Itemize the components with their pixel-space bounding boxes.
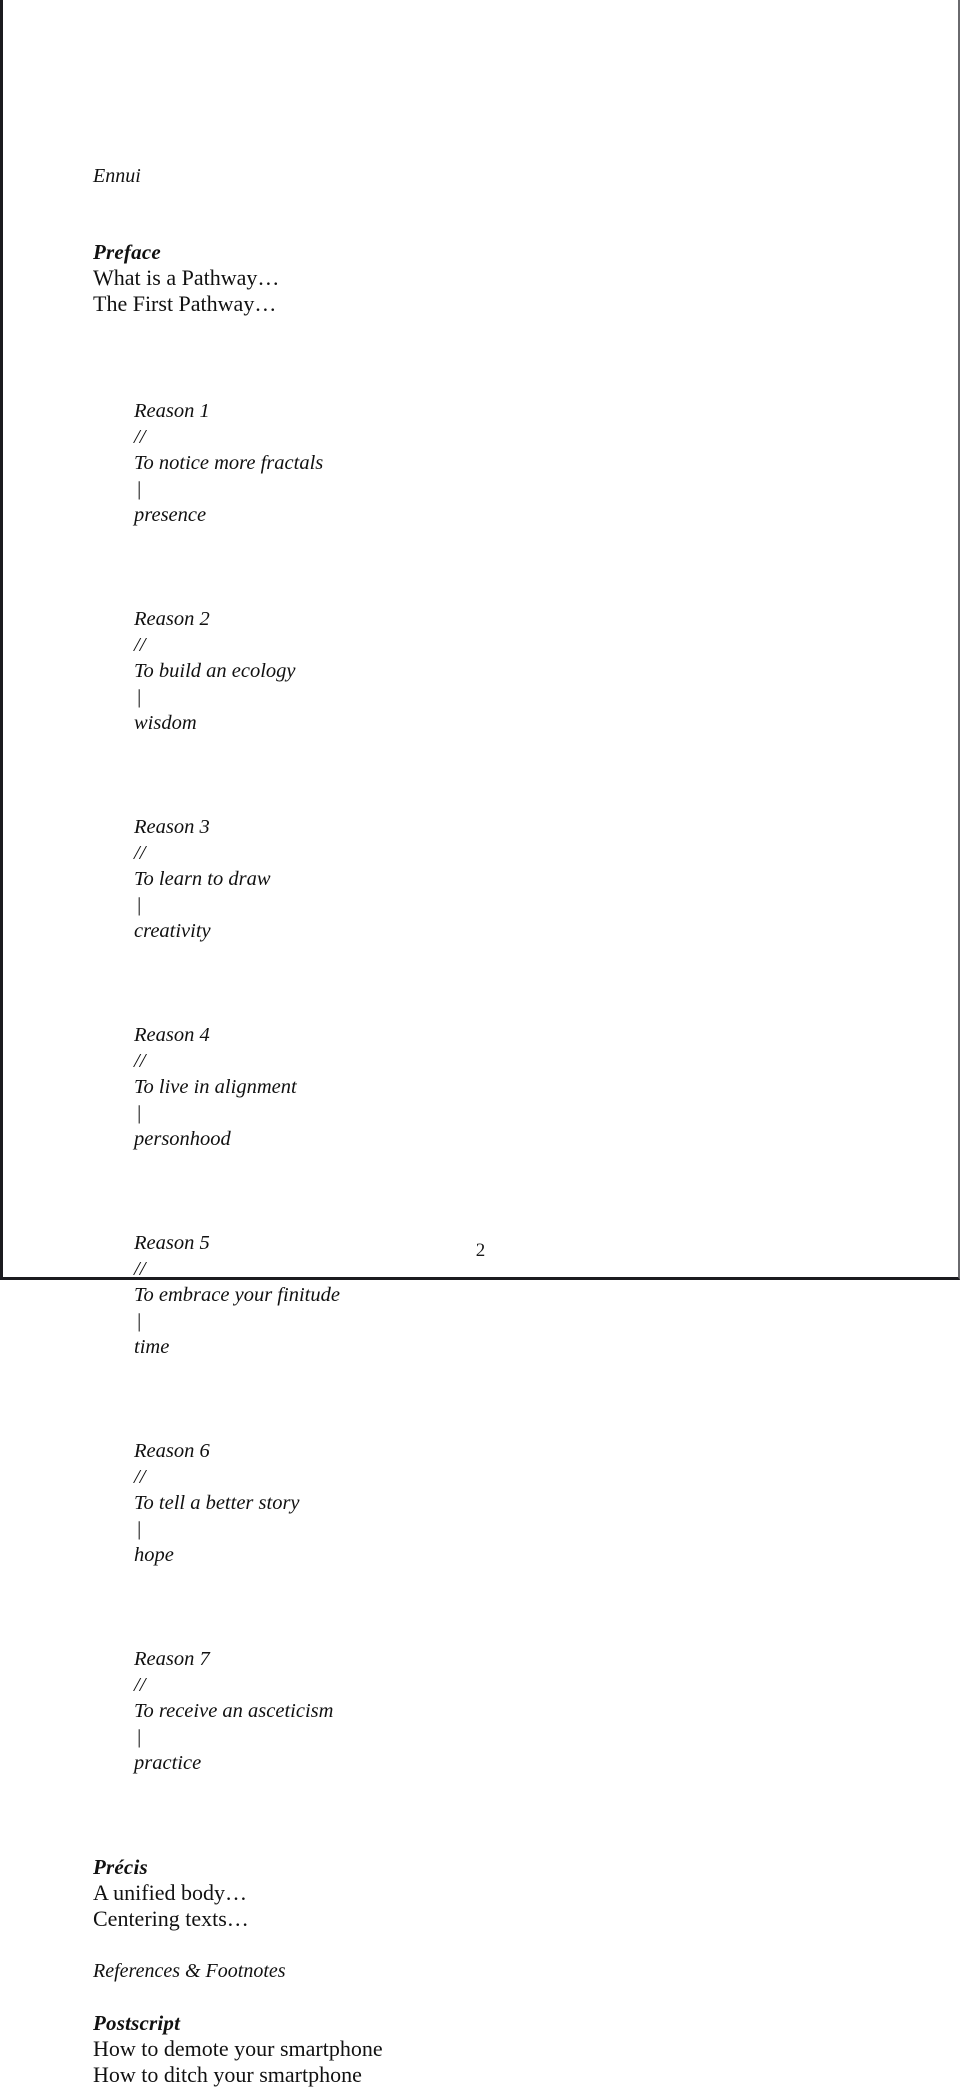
reason-separator-icon: // <box>134 426 146 448</box>
reason-title: To embrace your finitude <box>134 1284 340 1306</box>
reason-label: Reason 3 <box>134 816 210 838</box>
toc-entry-what-is-a-pathway: What is a Pathway… <box>93 265 280 290</box>
reason-separator-icon: // <box>134 842 146 864</box>
reason-row <box>93 788 898 970</box>
reason-divider-icon: | <box>136 1726 142 1748</box>
reason-divider-icon: | <box>136 1102 142 1124</box>
reason-keyword: personhood <box>134 1128 231 1150</box>
reason-separator-icon: // <box>134 1674 146 1696</box>
reason-label: Reason 1 <box>134 400 210 422</box>
reason-label: Reason 2 <box>134 608 210 630</box>
reason-keyword: time <box>134 1336 170 1358</box>
reason-keyword: creativity <box>134 920 211 942</box>
reason-keyword: wisdom <box>134 712 197 734</box>
reason-row <box>93 1412 898 1594</box>
reason-title: To notice more fractals <box>134 452 324 474</box>
reason-separator-icon: // <box>134 634 146 656</box>
reason-keyword: presence <box>134 504 207 526</box>
reason-label: Reason 6 <box>134 1440 210 1462</box>
toc-entry-references-and-footnotes: References & Footnotes <box>93 1960 286 1982</box>
page-number: 2 <box>475 1240 486 1261</box>
reason-separator-icon: // <box>134 1050 146 1072</box>
toc-entry-centering-texts: Centering texts… <box>93 1906 249 1931</box>
toc-entry-ennui: Ennui <box>93 165 141 187</box>
reason-title: To receive an asceticism <box>134 1700 334 1722</box>
reason-label: Reason 7 <box>134 1648 210 1670</box>
reason-title: To build an ecology <box>134 660 296 682</box>
reason-row <box>93 372 898 554</box>
toc-entry-the-first-pathway: The First Pathway… <box>93 291 277 316</box>
reason-row <box>93 996 898 1178</box>
reason-title: To learn to draw <box>134 868 271 890</box>
reason-list <box>93 372 898 1802</box>
reason-divider-icon: | <box>136 1310 142 1332</box>
toc-entry-how-to-demote-your-smartphone: How to demote your smartphone <box>93 2036 383 2061</box>
reason-row <box>93 1204 898 1386</box>
section-precis <box>93 1854 898 1932</box>
reason-separator-icon: // <box>134 1258 146 1280</box>
reason-divider-icon: | <box>136 1518 142 1540</box>
reason-row <box>93 580 898 762</box>
toc-entry-a-unified-body: A unified body… <box>93 1880 247 1905</box>
section-postscript <box>93 2010 898 2088</box>
reason-title: To tell a better story <box>134 1492 300 1514</box>
section-preface <box>93 239 898 317</box>
reason-divider-icon: | <box>136 478 142 500</box>
reason-keyword: hope <box>134 1544 174 1566</box>
reason-title: To live in alignment <box>134 1076 297 1098</box>
reason-label: Reason 4 <box>134 1024 210 1046</box>
reason-divider-icon: | <box>136 686 142 708</box>
section-heading-postscript: Postscript <box>93 2011 181 2035</box>
reason-row <box>93 1620 898 1802</box>
section-heading-preface: Preface <box>93 240 161 264</box>
reason-separator-icon: // <box>134 1466 146 1488</box>
toc-entry-how-to-ditch-your-smartphone: How to ditch your smartphone <box>93 2062 362 2087</box>
reason-keyword: practice <box>134 1752 202 1774</box>
reason-divider-icon: | <box>136 894 142 916</box>
section-heading-precis: Précis <box>93 1855 148 1879</box>
page-content <box>93 163 898 2088</box>
reason-label: Reason 5 <box>134 1232 210 1254</box>
